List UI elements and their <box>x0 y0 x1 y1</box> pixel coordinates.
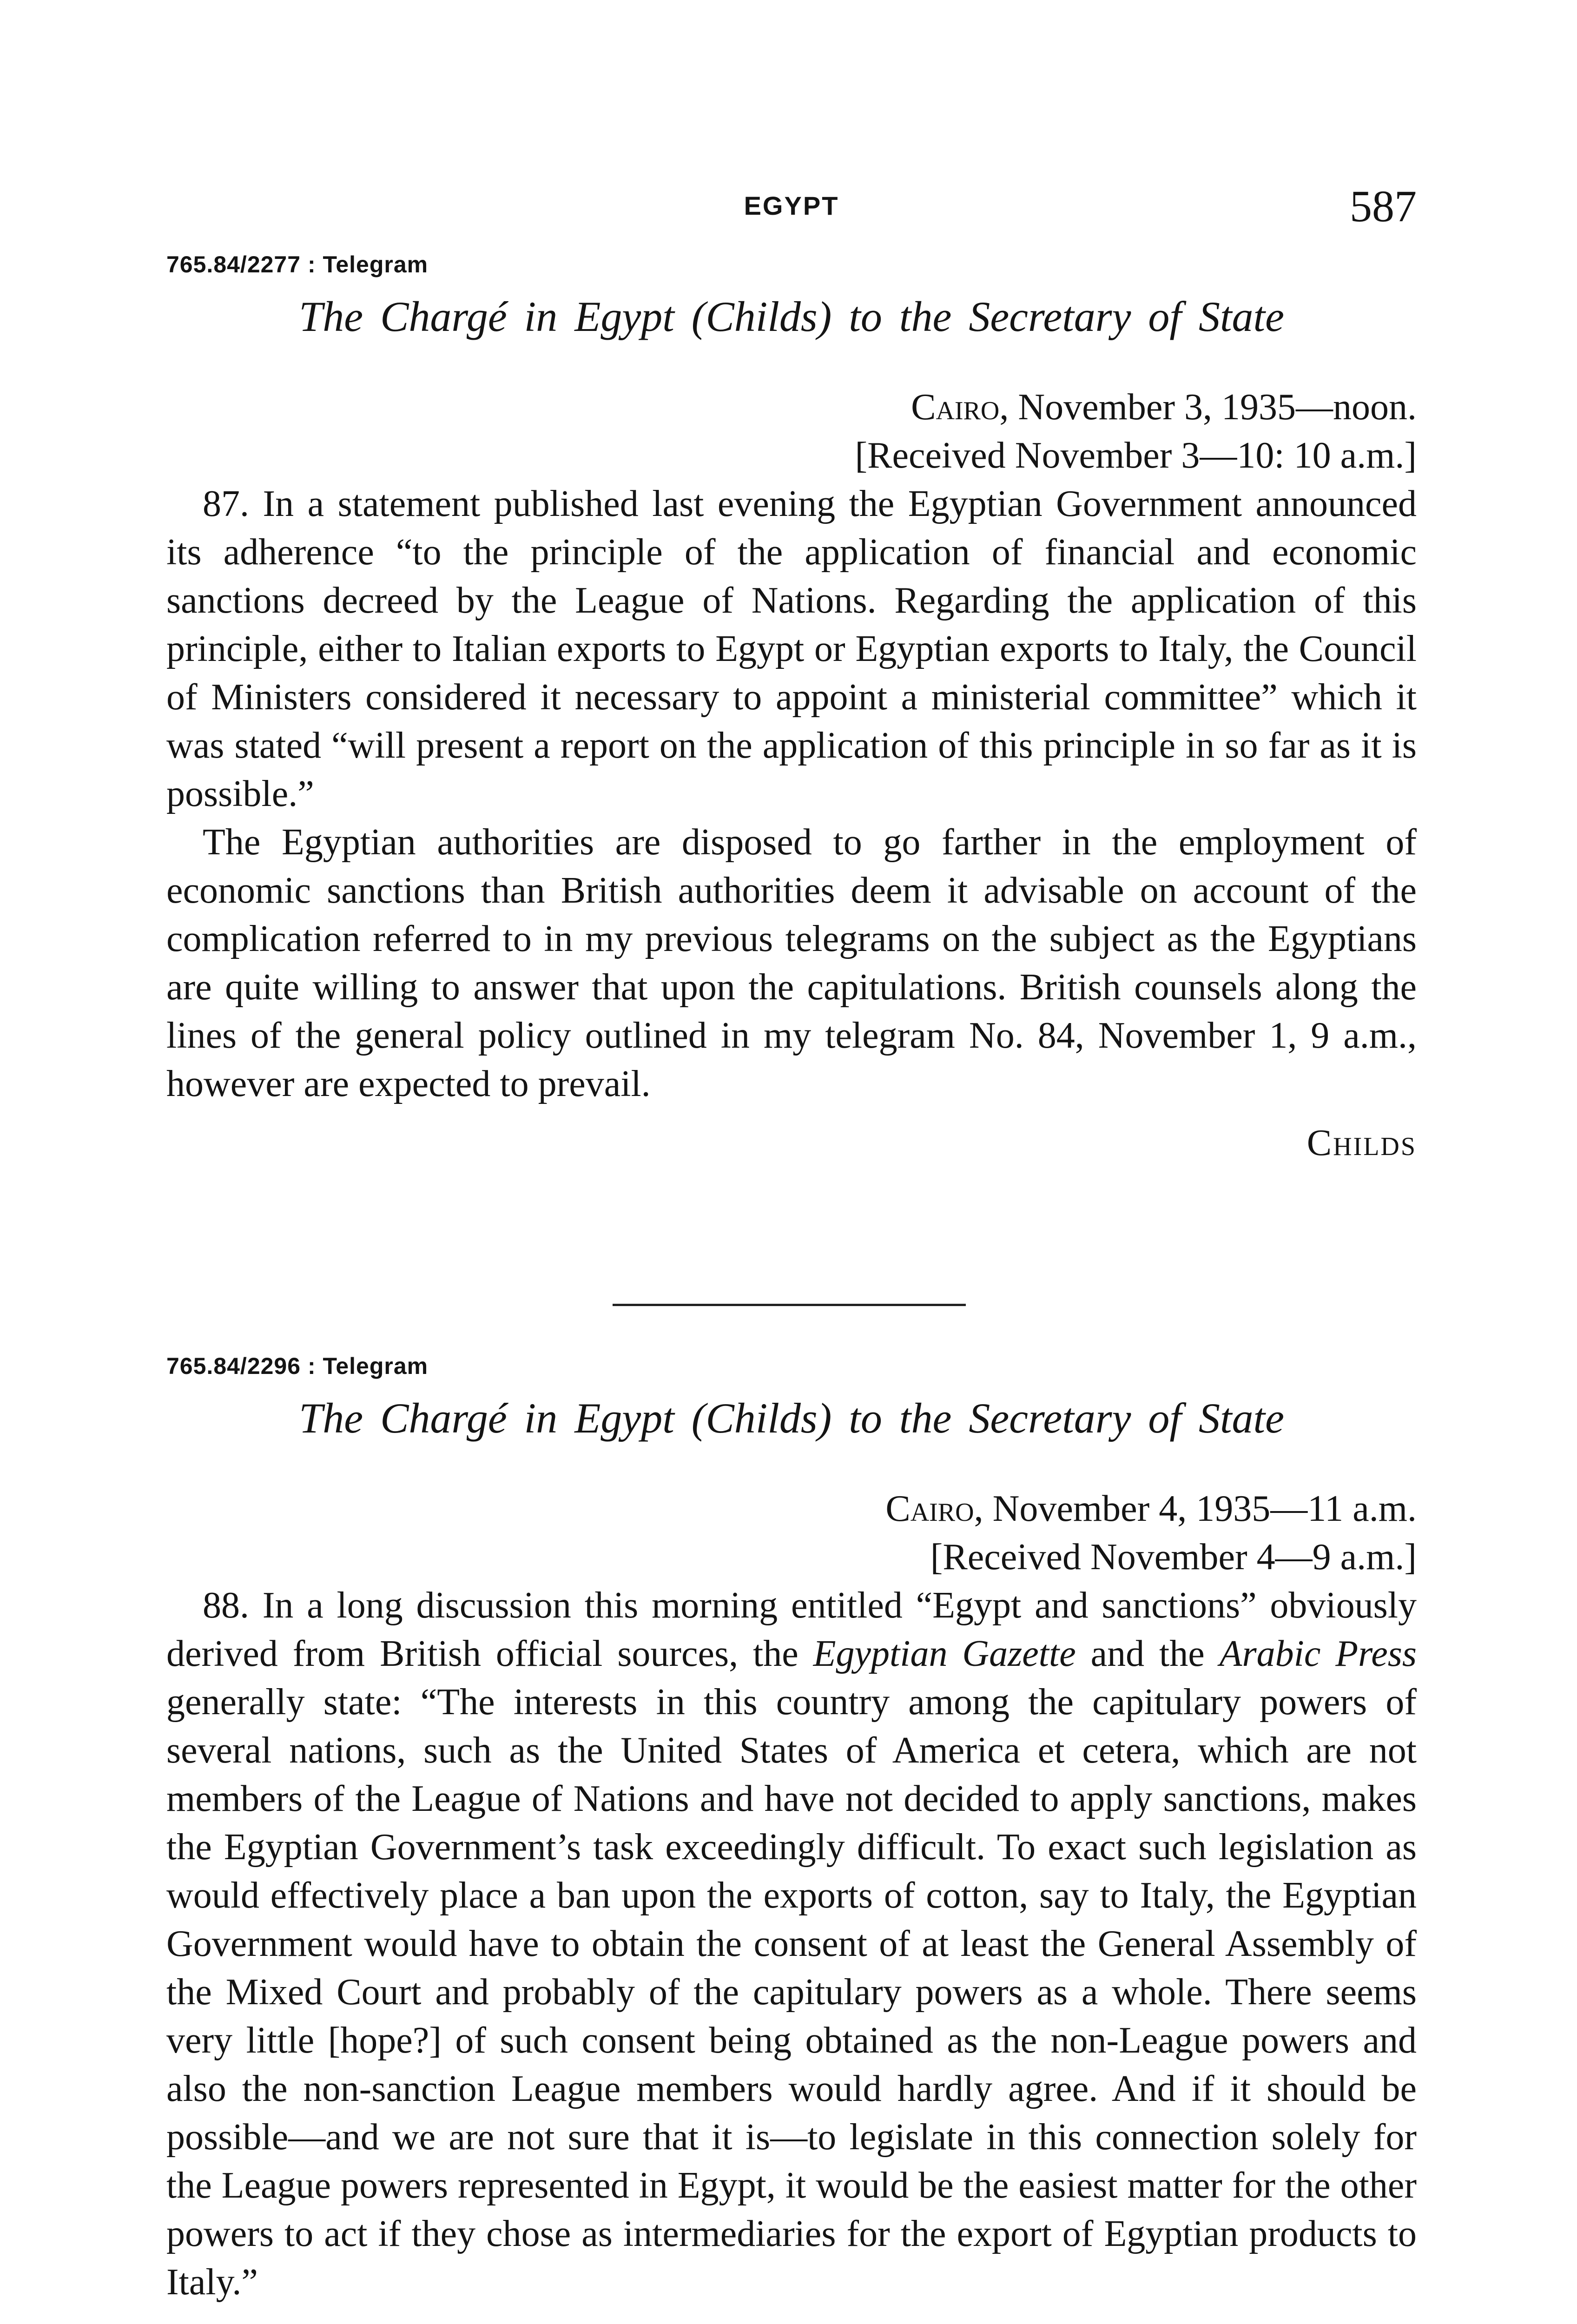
signature: Childs <box>1306 1122 1417 1163</box>
dateline-date: , November 4, 1935—11 a.m. <box>974 1488 1417 1529</box>
file-number: 765.84/2277 : Telegram <box>166 251 429 277</box>
telegram-heading: The Chargé in Egypt (Childs) to the Secretary of State <box>299 293 1284 340</box>
dateline <box>166 383 1417 431</box>
file-number: 765.84/2296 : Telegram <box>166 1353 429 1379</box>
paragraph-text: 88. In a long discussion this morning entitled “Egypt and sanctions” obviously derived from British official sources, the <box>166 1585 1417 1674</box>
dateline-place: Cairo <box>911 387 1000 428</box>
paragraph <box>166 1581 1417 2306</box>
telegram-section-2 <box>166 1353 1417 2306</box>
dateline-date: , November 3, 1935—noon. <box>999 387 1417 428</box>
received-line: [Received November 3—10: 10 a.m.] <box>855 435 1417 476</box>
telegram-heading: The Chargé in Egypt (Childs) to the Secretary of State <box>299 1394 1284 1442</box>
paragraph: 87. In a statement published last evening the Egyptian Government announced its adherence “to the principle of the application of financial and economic sanctions decreed by the League of Nations. Regarding the application of this principle, either to Italian exports to Egypt or Egyptian exports to Italy, the Council of Ministers considered it necessary to appoint a ministerial committee” which it was stated “will present a report on the application of this principle in so far as it is possible.” <box>166 483 1417 814</box>
page-number: 587 <box>1350 181 1417 231</box>
running-head <box>166 180 1417 231</box>
dateline-place: Cairo <box>885 1488 974 1529</box>
telegram-section-1 <box>166 251 1417 1164</box>
running-title: EGYPT <box>744 191 839 220</box>
dateline <box>166 1485 1417 1533</box>
paragraph-text: generally state: “The interests in this country among the capitulary powers of several nations, such as the United States of America et cetera, which are not members of the League of Nations and have not decided to apply sanctions, makes the Egyptian Government’s task exceedingly difficult. To exact such legislation as would effectively place a ban upon the exports of cotton, say to Italy, the Egyptian Government would have to obtain the consent of at least the General Assembly of the Mixed Court and probably of the capitulary powers as a whole. There seems very little [hope?] of such consent being obtained as the non-League powers and also the non-sanction League members would hardly agree. And if it should be possible—and we are not sure that it is—to legislate in this connection solely for the League powers represented in Egypt, it would be the easiest matter for the other powers to act if they chose as intermediaries for the export of Egyptian products to Italy.” <box>166 1682 1417 2303</box>
received-line: [Received November 4—9 a.m.] <box>930 1537 1417 1578</box>
paragraph-text: and the <box>1076 1633 1220 1674</box>
paragraph: The Egyptian authorities are disposed to go farther in the employment of economic sanctions than British authorities deem it advisable on account of the complication referred to in my previous telegrams on the subject as the Egyptians are quite willing to answer that upon the capitulations. British counsels along the lines of the general policy outlined in my telegram No. 84, November 1, 9 a.m., however are expected to prevail. <box>166 822 1417 1104</box>
newspaper-title: Egyptian Gazette <box>813 1633 1076 1674</box>
newspaper-title: Arabic Press <box>1219 1633 1417 1674</box>
section-divider <box>613 1304 966 1306</box>
